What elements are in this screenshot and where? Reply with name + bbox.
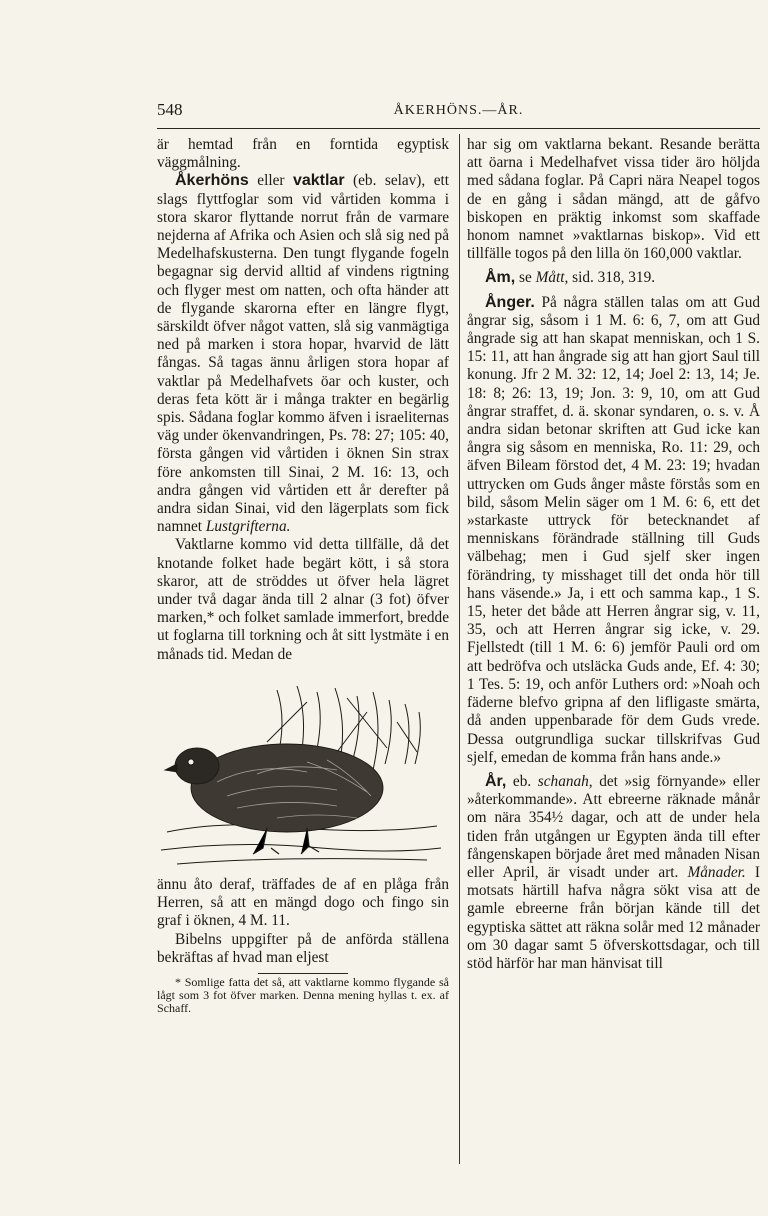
left-para-2: Vaktlarne kommo vid detta tillfälle, då det knotande folket hade begärt kött, i så stora skaror, att de ströddes ut öfver hela lägret under två dagar ända till 2 alnar (3 fot) öfver marken,* och folket samlade immerfort, bredde ut foglarna till torkning och åt sitt lystmäte i en månads tid. Medan de <box>157 536 449 663</box>
entry-am-text-b: sid. 318, 319. <box>568 269 656 287</box>
entry-am <box>467 269 760 287</box>
entry-ar-text-a: eb. <box>506 772 538 790</box>
entry-akerhons-italic: Lustgrifterna. <box>205 518 291 536</box>
quail-illustration <box>157 682 447 870</box>
headword-vaktlar: vaktlar <box>292 172 345 190</box>
headword-am: Åm, <box>485 269 516 287</box>
entry-ar <box>467 773 760 973</box>
entry-akerhons <box>157 172 449 536</box>
left-para-0: är hemtad från en forntida egyptisk väggmålning. <box>157 136 449 172</box>
entry-anger-text: På några ställen talas om att Gud ångrar sig, såsom i 1 M. 6: 6, 7, om att Gud ångrade sig att han skapat menniskan, och 1 S. 15: 11, att han ångrade sig att han gjort Saul till konung. Jfr 2 M. 32: 12, 14; Joel 2: 13, 14; Je. 18: 8; 26: 13, 19; Jon. 3: 9, 10, om att Gud ångrar straffet, d. ä. skonar syndaren, o. s. v. Å andra sidan betonar skriften att Gud icke kan ångra sig såsom en menniska, Ro. 11: 29, och äfven Bileam förstod det, 4 M. 23: 19; hvadan uttrycken om Guds ånger måste förstås som en bild, såsom Melin säger om 1 M. 6: 6, ett det »starkaste uttryck för betecknandet af menniskans förändrade ställning till Guds välbehag; men i Gud sjelf sker ingen förändring, ty misshaget till det onda hör till hans väsende.» Ja, i ett och samma kap., 1 S. 15, heter det både att Herren ångrar sig, v. 11, 35, och att Herren ångrar sig icke, v. 29. Fjellstedt (till 1 M. 6: 6) jemför Pauli ord om att bedröfva och utsläcka Guds ande, Ef. 4: 30; 1 Tes. 5: 19, och anför Luthers ord: »Noah och fäderne blefvo gripna af den lifligaste smärta, då anden uppenbarade för dem Guds vrede. Dessa outgrundliga suckar tillskrifvas Gud sjelf, emedan de komma från hans ande.» <box>467 293 760 766</box>
entry-ar-italic: schanah, <box>537 772 593 790</box>
entry-ar-text-b: det »sig förnyande» eller »återkommande». Att ebreerne räknade månår om nära 354½ dagar, och att de under hela tiden från utgången ur Egypten ända till efter fångenskapen började året med månaden Nisan eller April, är visadt under art. <box>467 772 760 881</box>
page-number: 548 <box>157 100 183 119</box>
running-head: ÅKERHÖNS.—ÅR. <box>393 103 524 118</box>
footnote: * Somlige fatta det så, att vaktlarne kommo flygande så lågt som 3 fot öfver marken. Denna mening hyllas t. ex. af Schaff. <box>157 974 449 1015</box>
left-para-3: ännu åto deraf, träffades de af en plåga från Herren, så att en mängd dogo och fingo sin graf i öknen, 4 M. 11. <box>157 875 449 930</box>
column-divider <box>459 134 460 1164</box>
entry-ar-text-c: I motsats härtill hafva några sökt visa att de gamle ebreerne från början kände till det egyptiska sättet att räkna solår med 12 månader om 30 dagar samt 5 öfverskottsdagar, och till stöd härför har man hänvisat till <box>467 863 760 972</box>
footnote-rule <box>258 973 348 974</box>
headword-akerhons: Åkerhöns <box>175 172 249 190</box>
headword-anger: Ånger. <box>485 293 535 311</box>
entry-akerhons-connector: eller <box>248 172 293 190</box>
entry-ar-italic-2: Månader. <box>687 863 746 881</box>
header-rule <box>157 128 760 129</box>
entry-akerhons-text: (eb. selav), ett slags flyttfoglar som vid vårtiden komma i stora skaror flyttande norrut från de varmare nejderna af Afrika och Asien och slå sig ned på Medelhafskusterna. Den tungt flygande fogeln begagnar sig dervid alltid af vindens rigtning och flyger mest om natten, och ofta händer att de flygande skarorna efter en längre flygt, särskildt öfver något vatten, slå sig vanmägtiga ned på marken i stora hopar, hvarvid de lätt fångas. Så tagas ännu årligen stora hopar af vaktlar på Medelhafvets öar och kuster, och deras feta kött är i många trakter en begärlig spis. Sådana foglar kommo äfven i israeliternas väg under ökenvandringen, Ps. 78: 27; 105: 40, första gången vid vårtiden i öknen Sin strax före ankomsten till Sinai, 2 M. 16: 13, och andra gången vid vårtiden ett år derefter på andra sidan Sinai, vid den lägerplats som fick namnet <box>157 172 450 536</box>
right-column <box>467 136 760 973</box>
entry-anger <box>467 294 760 767</box>
entry-am-italic: Mått, <box>535 269 569 287</box>
page-header <box>157 100 760 126</box>
left-column <box>157 136 449 1015</box>
headword-ar: År, <box>485 772 507 790</box>
right-para-0: har sig om vaktlarna bekant. Resande berätta att öarna i Medelhafvet vissa tider äro höljda med sådana foglar. På Capri nära Neapel togos de en gång i sådan mängd, att de gåfvo biskopen en präktig inkomst som skaffade honom namnet »vaktlarnas biskop». Vid ett tillfälle togos på den lilla ön 160,000 vaktlar. <box>467 136 760 263</box>
entry-am-text-a: se <box>515 269 536 287</box>
left-para-4: Bibelns uppgifter på de anförda ställena bekräftas af hvad man eljest <box>157 930 449 966</box>
